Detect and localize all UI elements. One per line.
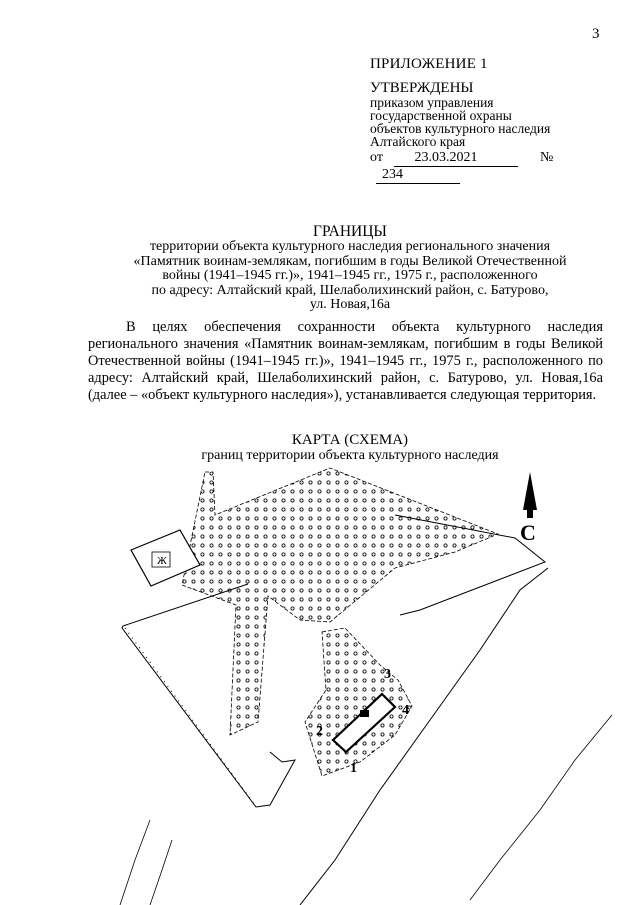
page-number: 3 <box>592 26 600 42</box>
title-line-3: войны (1941–1945 гг.)», 1941–1945 гг., 1975 г., расположенного <box>162 268 538 283</box>
north-arrow-shaft <box>527 508 533 518</box>
order-date: 23.03.2021 <box>394 150 518 167</box>
monument-marker <box>360 710 369 717</box>
order-number: 234 <box>376 167 460 184</box>
order-line-4: Алтайского края <box>370 134 466 149</box>
document-title <box>60 224 640 313</box>
point-label-1: 1 <box>350 761 357 776</box>
title-line-5: ул. Новая,16а <box>309 297 391 312</box>
point-label-4: 4 <box>402 703 409 718</box>
road-line-right-inner <box>470 715 612 900</box>
title-heading: ГРАНИЦЫ <box>313 223 387 240</box>
body-text: В целях обеспечения сохранности объекта культурного наследия регионального значения «Памятник воинам-землякам, погибшим в годы Великой Отечественной войны (1941–1945 гг.)», 1941–1945 гг., 1975 г., расположенного по адресу: Алтайский край, Шелаболихинский район, с. Батурово, ул. Новая,16а (далее – «объект культурного наследия»), устанавливается следующая территория. <box>88 319 603 403</box>
title-line-2: «Памятник воинам-землякам, погибшим в годы Великой Отечественной <box>133 253 567 269</box>
map-schema <box>0 460 640 905</box>
approved-heading: УТВЕРЖДЕНЫ <box>370 80 474 96</box>
map-title <box>60 433 640 463</box>
plot-boundary-left <box>122 584 295 807</box>
point-label-2: 2 <box>316 724 323 739</box>
map-heading: КАРТА (СХЕМА) <box>291 432 409 448</box>
north-label: С <box>520 520 536 545</box>
order-line-2: государственной охраны <box>370 108 512 123</box>
north-arrow-icon <box>523 472 537 510</box>
order-line-3: объектов культурного наследия <box>370 121 551 136</box>
title-line-4: по адресу: Алтайский край, Шелаболихинский район, с. Батурово, <box>151 282 549 298</box>
road-line-bottom-left <box>120 820 150 905</box>
number-prefix: № <box>539 150 554 165</box>
date-prefix: от <box>370 150 383 165</box>
body-paragraph <box>88 319 603 404</box>
appendix-heading: ПРИЛОЖЕНИЕ 1 <box>370 56 488 72</box>
map-subheading: границ территории объекта культурного наследия <box>201 448 499 463</box>
title-line-1: территории объекта культурного наследия регионального значения <box>149 239 551 254</box>
point-label-3: 3 <box>384 667 391 682</box>
road-line-bottom-left-2 <box>150 840 172 905</box>
dotted-area-monument <box>305 628 412 776</box>
building-symbol: Ж <box>157 555 167 567</box>
order-line-1: приказом управления <box>370 95 494 110</box>
order-date-row <box>370 150 640 184</box>
